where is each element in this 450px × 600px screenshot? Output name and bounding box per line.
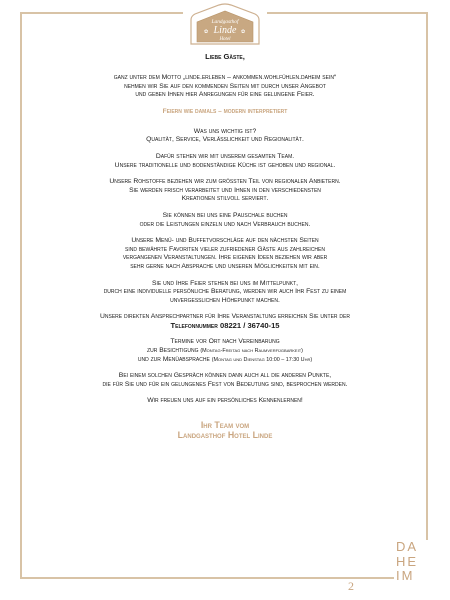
intro-paragraph [34,74,416,100]
menus-paragraph [34,237,416,271]
appointments-line: Termine vor Ort nach Vereinbarung [170,338,280,346]
closing-paragraph [34,372,416,389]
greeting: Liebe Gäste, [205,52,245,61]
intro-line: und geben Ihnen hier Anregungen für eine gelungene Feier. [135,91,315,99]
contact-paragraph [34,313,416,330]
menu-consultation-hours: (Montag und Dienstag 10:00 – 17:30 Uhr) [211,356,313,363]
team-line: Dafür stehen wir mit unserem gesamten Team. [155,152,295,160]
sourcing-line: Sie werden frisch verarbeitet und Ihnen in den verschiedensten [129,186,321,194]
sourcing-paragraph [34,178,416,204]
daheim-line: IM [396,568,415,583]
intro-line: nehmen wir Sie auf den kommenden Seiten mit durch unser Angebot [124,82,326,90]
menus-line: vergangenen Veranstaltungen. Ihre eigenen Ideen beziehen wir aber [122,254,328,262]
values-line: Was uns wichtig ist? [193,127,257,135]
looking-forward: Wir freuen uns auf ein persönliches Kennenlernen! [147,397,303,405]
logo-house-icon [183,2,267,46]
values-paragraph [34,128,416,145]
menus-line: Unsere Menü- und Buffetvorschläge auf den nächsten Seiten [131,237,319,245]
focus-line: unvergesslichen Höhepunkt machen. [170,296,280,304]
appointments-paragraph [34,338,416,364]
values-line: Qualität, Service, Verlässlichkeit und Regionalität. [146,136,304,144]
signature-line: Landgasthof Hotel Linde [177,430,273,441]
menus-line: sehr gerne nach Absprache und unseren Möglichkeiten mit ein. [130,262,320,270]
signature [34,420,416,440]
logo-line1: Landgasthof [211,19,239,25]
menu-consultation-label: und zur Menüabsprache [137,355,210,363]
focus-paragraph [34,280,416,306]
team-paragraph [34,153,416,170]
intro-line: ganz unter dem Motto „linde.erleben – ankommen.wohlfühlen.daheim sein“ [113,74,337,81]
daheim-wordmark [394,540,442,590]
sourcing-line: Kreationen stilvoll serviert. [181,195,269,203]
logo-line2: Linde [213,25,237,36]
focus-line: durch eine individuelle persönliche Beratung, werden wir auch Ihr Fest zu einem [103,288,347,296]
daheim-line: DA [396,539,419,554]
contact-phone: Telefonnummer 08221 / 36740-15 [170,320,280,330]
page-number: 2 [348,579,354,593]
logo-ornament-left-icon: ✿ [204,29,209,35]
section-heading: Feiern wie damals – modern interpretiert [162,107,288,115]
sourcing-line: Unsere Rohstoffe beziehen wir zum größten Teil von regionalen Anbietern. [109,178,341,186]
logo-line3: Hotel [219,37,231,42]
contact-line: Unsere direkten Ansprechpartner für Ihre Veranstaltung erreichen Sie unter der [99,313,350,321]
closing-line: Bei einem solchen Gespräch können dann auch all die anderen Punkte, [118,372,332,380]
menus-line: sind bewährte Favoriten vieler zufriedener Gäste aus zahlreichen [124,245,325,253]
signature-line: Ihr Team vom [200,420,250,431]
booking-paragraph [34,212,416,229]
appointments-line [34,356,416,365]
booking-line: oder die Leistungen einzeln und nach Verbrauch buchen. [139,220,311,228]
hotel-logo [183,2,267,46]
closing-line: die für Sie und für ein gelungenes Fest von Bedeutung sind, besprochen werden. [102,380,348,388]
team-line: Unsere traditionelle und bodenständige Küche ist gehoben und regional. [114,161,336,169]
focus-line: Sie und Ihre Feier stehen bei uns im Mittelpunkt, [151,279,299,287]
logo-ornament-right-icon: ✿ [241,29,246,35]
viewing-label: zur Besichtigung [147,347,199,355]
daheim-line: HE [396,553,419,569]
booking-line: Sie können bei uns eine Pauschale buchen [162,211,288,219]
letter-body [34,52,416,440]
appointments-line [34,347,416,356]
viewing-hours: (Montag-Freitag nach Raumverfügbarkeit) [200,348,303,355]
